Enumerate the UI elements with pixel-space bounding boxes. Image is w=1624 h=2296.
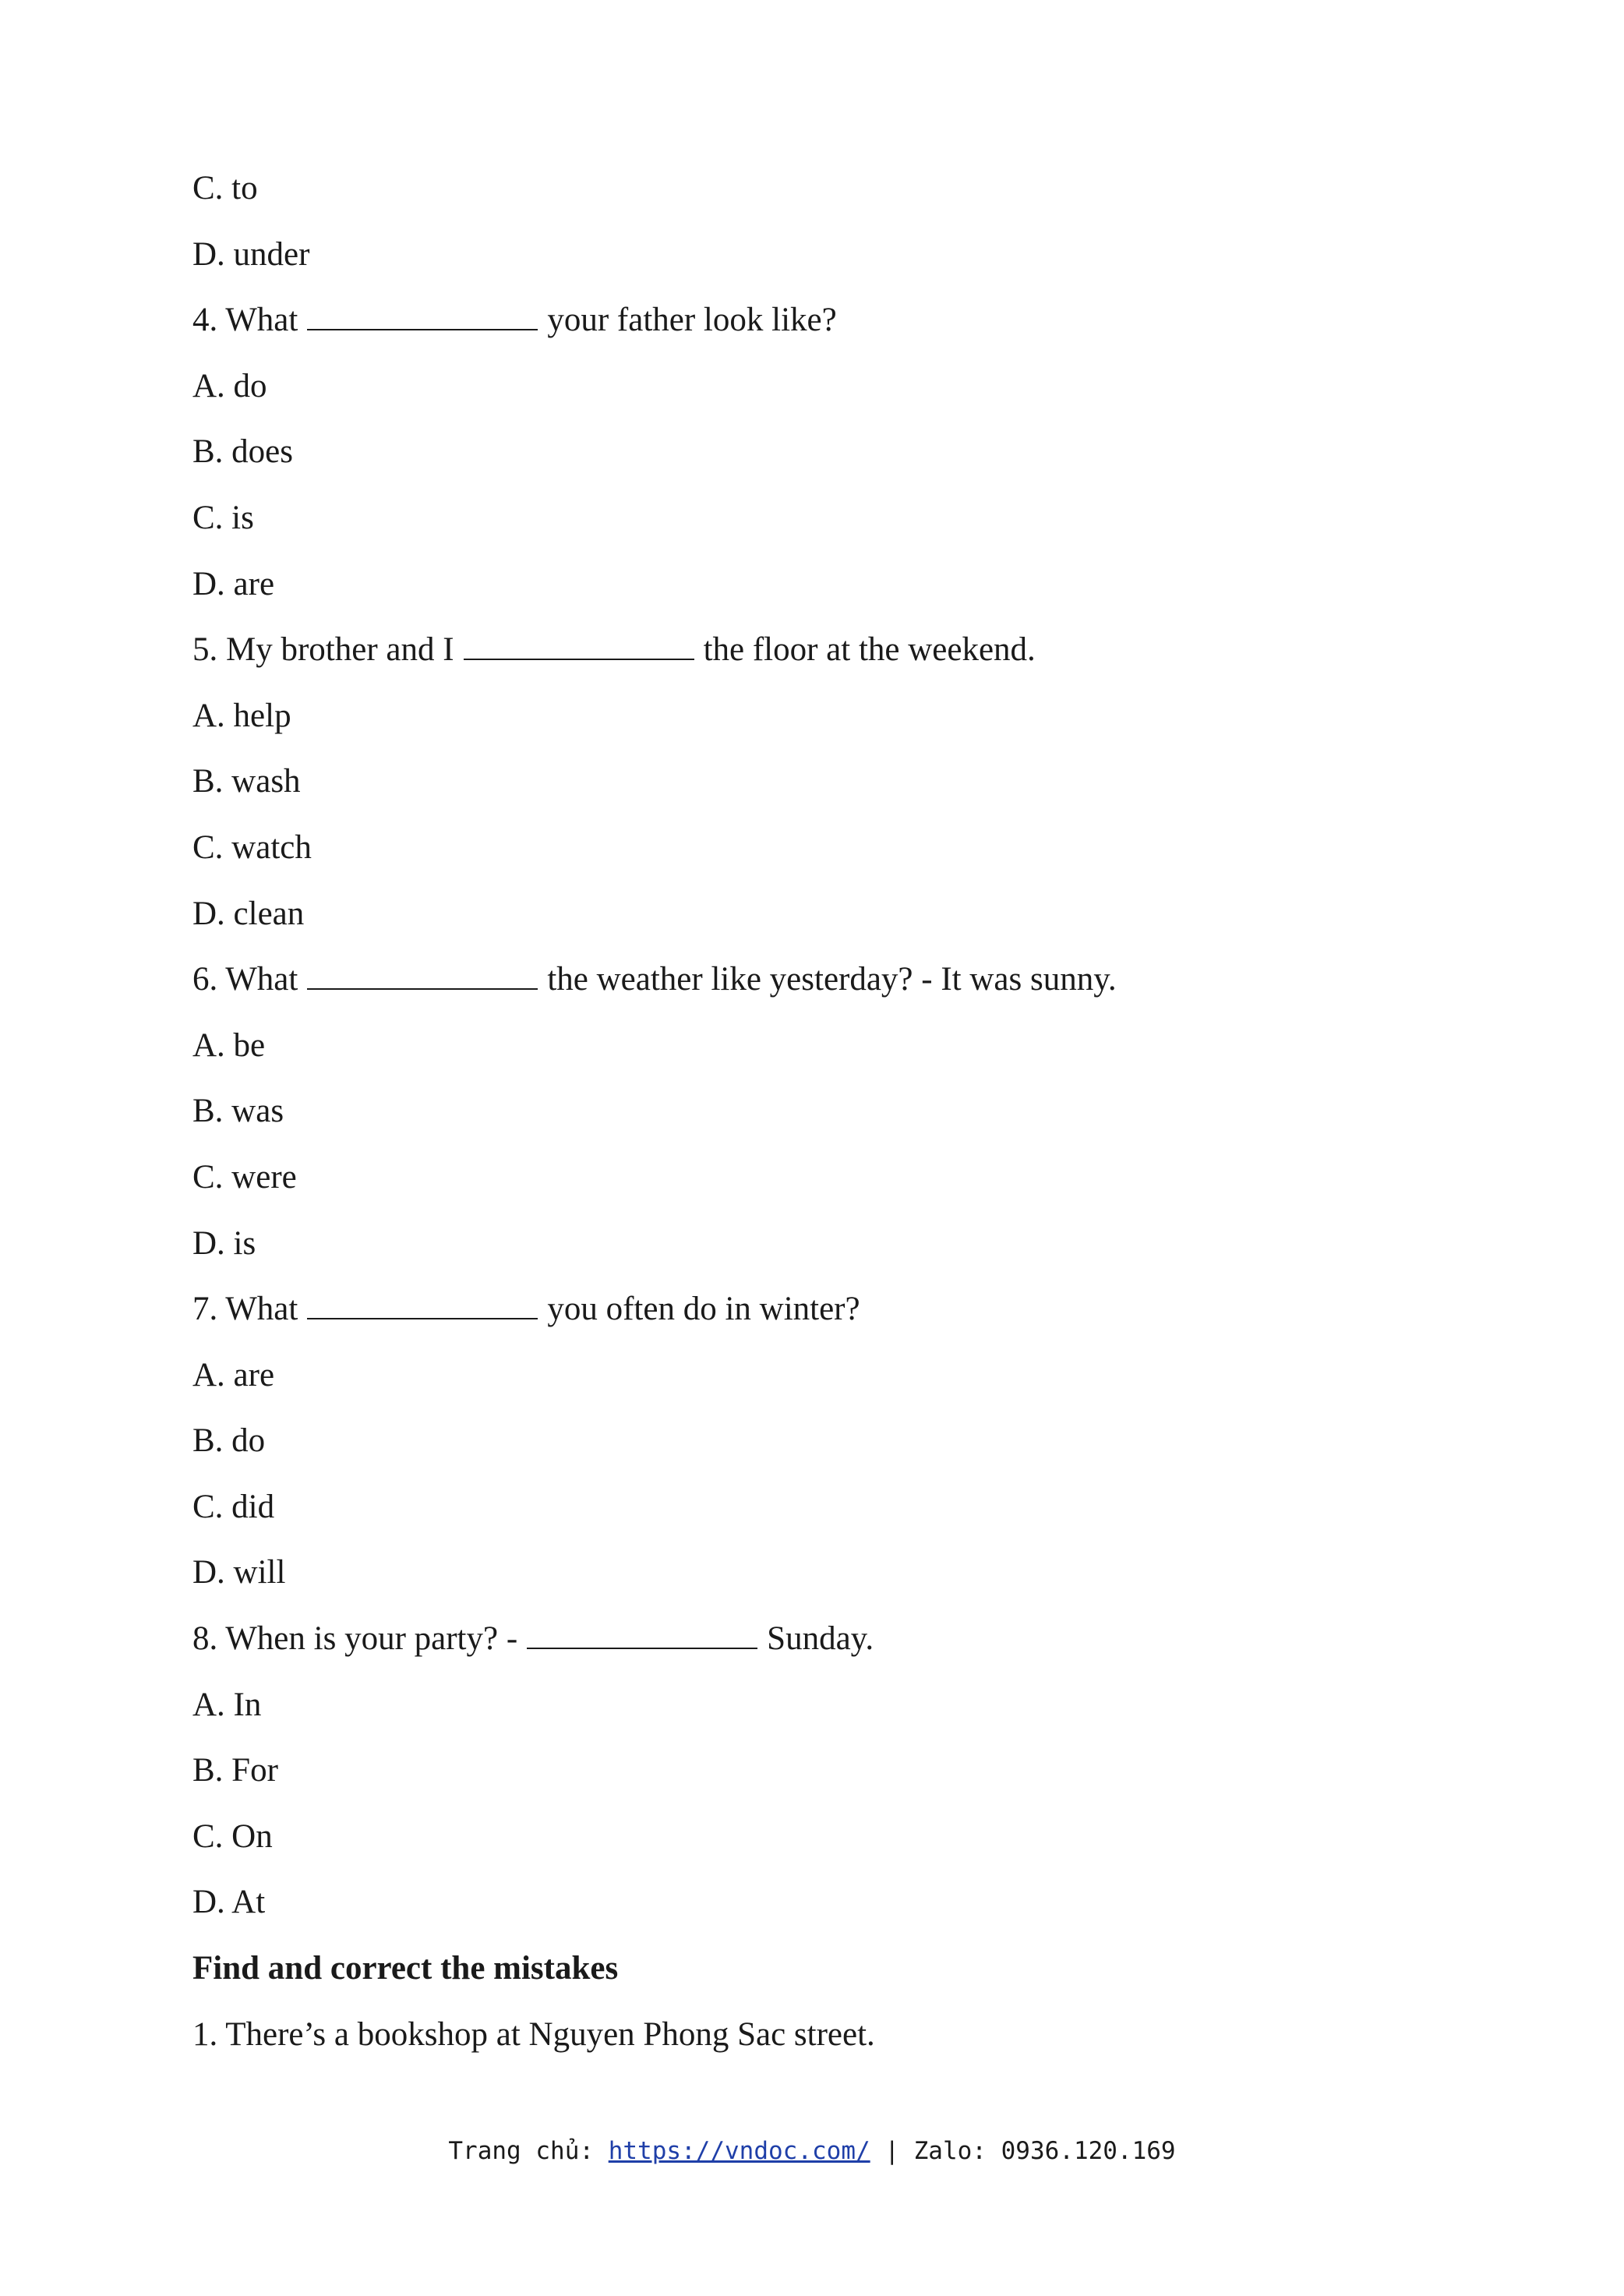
question-text-before: 5. My brother and I: [192, 631, 454, 669]
option-line: 1. There’s a bookshop at Nguyen Phong Sac street.: [192, 2015, 875, 2053]
option-line: A. are: [192, 1356, 275, 1393]
answer-blank[interactable]: [307, 1290, 538, 1319]
option-line: C. On: [192, 1817, 273, 1855]
option-line: C. to: [192, 170, 258, 207]
footer-suffix: | Zalo: 0936.120.169: [870, 2137, 1176, 2165]
footer-link[interactable]: https://vndoc.com/: [608, 2137, 870, 2165]
option-line: D. will: [192, 1554, 286, 1591]
question-text-before: 6. What: [192, 961, 298, 998]
option-line: B. For: [192, 1752, 278, 1789]
option-line: C. were: [192, 1158, 297, 1196]
option-line: D. At: [192, 1884, 266, 1921]
option-line: D. clean: [192, 895, 305, 932]
page-footer: [0, 2137, 1624, 2165]
question-line: [192, 294, 1455, 360]
option-line: B. do: [192, 1422, 266, 1460]
footer-prefix: Trang chủ:: [448, 2137, 609, 2165]
question-line: [192, 953, 1455, 1019]
answer-blank[interactable]: [527, 1620, 757, 1649]
option-line: B. wash: [192, 763, 301, 800]
option-line: D. under: [192, 235, 310, 273]
option-line: B. does: [192, 433, 293, 471]
question-line: [192, 623, 1455, 690]
option-line: A. do: [192, 367, 267, 404]
option-line: A. be: [192, 1026, 266, 1064]
option-line: B. was: [192, 1093, 284, 1130]
question-text-before: 4. What: [192, 302, 298, 339]
question-text-after: the floor at the weekend.: [703, 631, 1036, 669]
question-text-after: the weather like yesterday? - It was sunny.: [547, 961, 1117, 998]
option-line: C. is: [192, 499, 254, 536]
option-line: D. are: [192, 565, 275, 602]
question-text-before: 8. When is your party? -: [192, 1620, 518, 1658]
question-line: [192, 1612, 1455, 1679]
option-line: A. In: [192, 1686, 262, 1723]
question-text-after: your father look like?: [547, 302, 837, 339]
question-text-after: Sunday.: [767, 1620, 874, 1658]
option-line: C. watch: [192, 828, 312, 866]
option-line: A. help: [192, 697, 291, 734]
answer-blank[interactable]: [307, 301, 538, 330]
question-line: [192, 1283, 1455, 1349]
question-text-before: 7. What: [192, 1291, 298, 1328]
option-line: D. is: [192, 1224, 256, 1262]
section-heading: Find and correct the mistakes: [192, 1950, 619, 1987]
option-line: C. did: [192, 1488, 275, 1525]
answer-blank[interactable]: [464, 631, 694, 660]
document-content: [192, 162, 1455, 2074]
answer-blank[interactable]: [307, 960, 538, 990]
question-text-after: you often do in winter?: [547, 1291, 860, 1328]
